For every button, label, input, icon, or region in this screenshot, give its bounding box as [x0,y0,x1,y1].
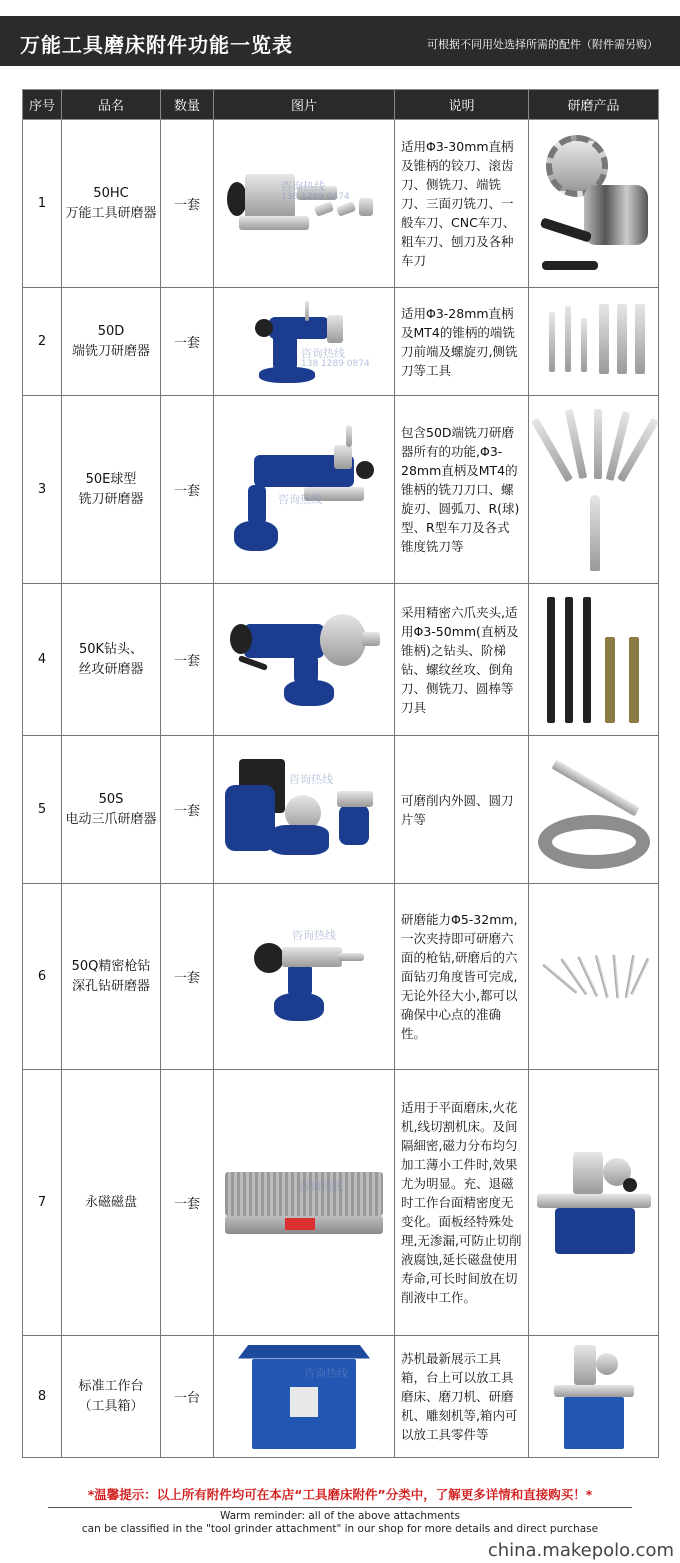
product-picture [214,396,395,584]
description: 苏机最新展示工具箱，台上可以放工具磨床、磨刀机、研磨机、雕刻机等,箱内可以放工具零件等 [395,1336,529,1458]
col-header-no: 序号 [23,90,62,120]
page-title: 万能工具磨床附件功能一览表 [20,33,293,57]
product-model: 50D [97,323,125,339]
watermark-brand: 咨询热线 [278,492,322,506]
header-banner [0,0,680,88]
table-row [23,736,659,884]
col-header-products: 研磨产品 [529,90,659,120]
product-name [62,288,161,396]
attachment-table [22,89,658,1458]
table-row [23,288,659,396]
product-picture [214,1336,395,1458]
ground-products [529,1070,659,1336]
product-name [62,736,161,884]
product-type: 铣刀研磨器 [78,491,144,507]
page-subtitle: 可根据不同用处选择所需的配件（附件需另购） [427,38,658,51]
product-type: 万能工具研磨器 [65,205,157,221]
watermark-brand: 咨询热线 [281,179,325,193]
product-type: 电动三爪研磨器 [65,811,157,827]
ground-products [529,288,659,396]
quantity: 一套 [161,120,214,288]
grinder-50e-image [224,425,384,555]
quantity: 一套 [161,736,214,884]
row-number: 3 [23,396,62,584]
product-picture [214,884,395,1070]
product-name [62,584,161,736]
drill-bits-image [539,593,649,727]
product-name [62,884,161,1070]
col-header-picture: 图片 [214,90,395,120]
row-number: 4 [23,584,62,736]
magnetic-chuck-image [219,1168,389,1238]
description: 适用于平面磨床,火花机,线切割机床。及间隔細密,磁力分布均匀加工薄小工件时,效果尤为明显。充、退磁时工作台面精密度无变化。面板经特殊处理,无渗漏,可防止切削液腐蚀,延长磁盘使用寿命,可长时间放在切削液中工作。 [395,1070,529,1336]
col-header-name: 品名 [62,90,161,120]
col-header-qty: 数量 [161,90,214,120]
table-row [23,1336,659,1458]
quantity: 一套 [161,288,214,396]
workbench-cabinet-image [234,1341,374,1453]
row-number: 2 [23,288,62,396]
grinder-50d-image [239,297,369,387]
row-number: 1 [23,120,62,288]
table-row [23,884,659,1070]
watermark-phone: 138 1289 0874 [301,358,370,369]
reminder-english-line1: Warm reminder: all of the above attachments [220,1510,460,1522]
grinder-50hc-image [219,164,389,244]
product-model: 50E球型 [85,471,137,487]
ground-products [529,120,659,288]
grinder-50k-image [224,610,384,710]
product-name [62,1070,161,1336]
grinder-50q-image [234,927,374,1027]
site-watermark: china.makepolo.com [487,1540,674,1561]
description: 可磨削内外圆、圆刀片等 [395,736,529,884]
row-number: 5 [23,736,62,884]
product-picture [214,288,395,396]
ground-products [529,884,659,1070]
quantity: 一套 [161,396,214,584]
watermark-brand: 咨询热线 [304,1366,348,1380]
product-picture [214,1070,395,1336]
table-row [23,584,659,736]
surface-grinder-image [533,1148,655,1258]
table-header-row [23,90,659,120]
table-row [23,1070,659,1336]
watermark-brand: 咨询热线 [301,346,345,360]
product-model: 50K钻头、 [78,641,144,657]
description: 适用Φ3-30mm直柄及锥柄的铰刀、滚齿刀、侧铣刀、端铣刀、三面刃铣刀、一般车刀、CNC车刀、粗车刀、刨刀及各种车刀 [395,120,529,288]
product-type: 端铣刀研磨器 [71,343,150,359]
table-row [23,396,659,584]
footer-divider [48,1507,632,1508]
description: 采用精密六爪夹头,适用Φ3-50mm(直柄及锥柄)之钻头、阶梯钻、螺纹丝攻、倒角刀、侧铣刀、圆棒等刀具 [395,584,529,736]
quantity: 一台 [161,1336,214,1458]
grinder-on-stand-image [544,1341,644,1453]
reminder-english-line2: can be classified in the "tool grinder attachment" in our shop for more details and direct purchase [81,1523,599,1535]
product-model: 永磁磁盘 [84,1194,137,1210]
watermark-brand: 咨询热线 [292,928,336,942]
watermark-phone: 138 1289 0874 [281,191,350,202]
col-header-description: 说明 [395,90,529,120]
product-type: 深孔钻研磨器 [71,978,150,994]
ground-products [529,1336,659,1458]
reminder-chinese: *温馨提示：以上所有附件均可在本店“工具磨床附件”分类中，了解更多详情和直接购买！* [87,1487,593,1502]
product-model: 50Q精密枪钻 [71,958,151,974]
ball-mills-image [534,405,654,575]
watermark-brand: 咨询热线 [289,772,333,786]
product-model: 50S [98,791,124,807]
product-type: （工具箱） [78,1398,144,1414]
ring-and-rod-image [534,745,654,875]
footer-reminder [0,1485,680,1536]
gun-drills-image [534,947,654,1007]
ground-products [529,736,659,884]
row-number: 8 [23,1336,62,1458]
row-number: 7 [23,1070,62,1336]
cutters-image [534,129,654,279]
quantity: 一套 [161,1070,214,1336]
product-type: 丝攻研磨器 [78,661,144,677]
product-picture [214,736,395,884]
grinder-50s-image [219,755,389,865]
quantity: 一套 [161,884,214,1070]
product-picture [214,120,395,288]
description: 研磨能力Φ5-32mm,一次夹持即可研磨六面的枪钻,研磨后的六面钻刃角度皆可完成,无论外径大小,都可以确保中心点的准确性。 [395,884,529,1070]
end-mills-image [539,302,649,382]
product-model: 50HC [93,185,129,201]
product-picture [214,584,395,736]
description: 适用Φ3-28mm直柄及MT4的锥柄的端铣刀前端及螺旋刃,侧铣刀等工具 [395,288,529,396]
quantity: 一套 [161,584,214,736]
row-number: 6 [23,884,62,1070]
description: 包含50D端铣刀研磨器所有的功能,Φ3-28mm直柄及MT4的锥柄的铣刀刀口、螺旋刃、圆弧刀、R(球)型、R型车刀及各式锥度铣刀等 [395,396,529,584]
product-model: 标准工作台 [78,1378,144,1394]
product-name [62,120,161,288]
watermark-brand: 咨询热线 [299,1179,343,1193]
product-name [62,396,161,584]
table-row [23,120,659,288]
product-name [62,1336,161,1458]
ground-products [529,584,659,736]
ground-products [529,396,659,584]
